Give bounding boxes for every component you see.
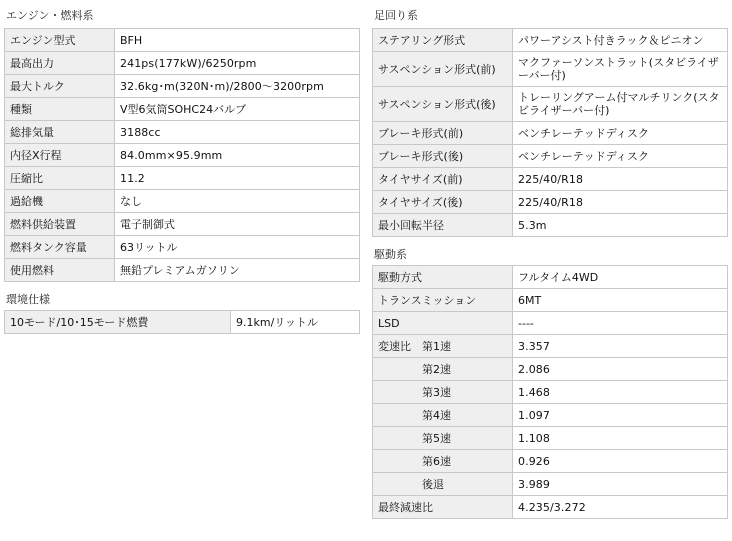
spec-value: V型6気筒SOHC24バルブ [115, 98, 360, 121]
spec-value: 4.235/3.272 [513, 496, 728, 519]
spec-value: トレーリングアーム付マルチリンク(スタビライザーバー付) [513, 87, 728, 122]
spec-value: 3.357 [513, 335, 728, 358]
suspension-section-title: 足回り系 [374, 9, 418, 22]
table-row [5, 75, 360, 98]
spec-label: 第2速 [373, 358, 513, 381]
spec-label: 内径X行程 [5, 144, 115, 167]
table-row [373, 473, 728, 496]
table-row [373, 191, 728, 214]
spec-label: 駆動方式 [373, 266, 513, 289]
suspension-spec-table [372, 28, 728, 237]
spec-label: ブレーキ形式(前) [373, 122, 513, 145]
spec-label: 10モード/10･15モード燃費 [5, 311, 231, 334]
table-row [373, 335, 728, 358]
right-column [372, 0, 728, 519]
spec-value: 0.926 [513, 450, 728, 473]
table-row [373, 214, 728, 237]
spec-value: ベンチレーテッドディスク [513, 145, 728, 168]
spec-label: 変速比 第1速 [373, 335, 513, 358]
table-row [373, 29, 728, 52]
table-row [373, 168, 728, 191]
drivetrain-section-title: 駆動系 [374, 248, 407, 261]
spec-label: 最終減速比 [373, 496, 513, 519]
spec-value: 3.989 [513, 473, 728, 496]
spec-label: タイヤサイズ(後) [373, 191, 513, 214]
spec-label: 後退 [373, 473, 513, 496]
spec-label: 総排気量 [5, 121, 115, 144]
spec-value: 3188cc [115, 121, 360, 144]
spec-value: 84.0mm×95.9mm [115, 144, 360, 167]
table-row [373, 496, 728, 519]
spec-value: ---- [513, 312, 728, 335]
table-row [373, 404, 728, 427]
spec-value: マクファーソンストラット(スタビライザーバー付) [513, 52, 728, 87]
spec-label: タイヤサイズ(前) [373, 168, 513, 191]
spec-value: なし [115, 190, 360, 213]
table-row [5, 213, 360, 236]
spec-label: 第4速 [373, 404, 513, 427]
spec-value: 無鉛プレミアムガソリン [115, 259, 360, 282]
spec-value: 6MT [513, 289, 728, 312]
environment-spec-table [4, 310, 360, 334]
spec-value: BFH [115, 29, 360, 52]
spec-value: 電子制御式 [115, 213, 360, 236]
spec-label: 第3速 [373, 381, 513, 404]
spec-value: フルタイム4WD [513, 266, 728, 289]
spec-value: パワーアシスト付きラック＆ピニオン [513, 29, 728, 52]
spec-label: サスペンション形式(前) [373, 52, 513, 87]
table-row [5, 144, 360, 167]
table-row [5, 236, 360, 259]
drivetrain-spec-table [372, 265, 728, 519]
spec-value: ベンチレーテッドディスク [513, 122, 728, 145]
spec-label: 第5速 [373, 427, 513, 450]
spec-label: 使用燃料 [5, 259, 115, 282]
table-row [373, 381, 728, 404]
spec-label: エンジン型式 [5, 29, 115, 52]
engine-spec-table [4, 28, 360, 282]
spec-label: 最大トルク [5, 75, 115, 98]
table-row [373, 145, 728, 168]
spec-value: 5.3m [513, 214, 728, 237]
spec-label: 最小回転半径 [373, 214, 513, 237]
table-row [373, 289, 728, 312]
table-row [373, 358, 728, 381]
spec-value: 2.086 [513, 358, 728, 381]
spec-label: 過給機 [5, 190, 115, 213]
table-row [373, 122, 728, 145]
spec-value: 1.097 [513, 404, 728, 427]
table-row [5, 98, 360, 121]
environment-section-title: 環境仕様 [6, 293, 50, 306]
spec-label: 圧縮比 [5, 167, 115, 190]
spec-label: ステアリング形式 [373, 29, 513, 52]
table-row [5, 167, 360, 190]
spec-label: トランスミッション [373, 289, 513, 312]
table-row [373, 450, 728, 473]
spec-label: 燃料タンク容量 [5, 236, 115, 259]
table-row [5, 52, 360, 75]
spec-value: 225/40/R18 [513, 168, 728, 191]
engine-section-title: エンジン・燃料系 [6, 9, 94, 22]
spec-label: LSD [373, 312, 513, 335]
spec-value: 241ps(177kW)/6250rpm [115, 52, 360, 75]
spec-label: 種類 [5, 98, 115, 121]
table-row [373, 87, 728, 122]
spec-value: 225/40/R18 [513, 191, 728, 214]
table-row [5, 190, 360, 213]
spec-value: 1.468 [513, 381, 728, 404]
table-row [373, 312, 728, 335]
spec-value: 32.6kg･m(320N･m)/2800～3200rpm [115, 75, 360, 98]
table-row [5, 121, 360, 144]
table-row [373, 52, 728, 87]
spec-value: 11.2 [115, 167, 360, 190]
spec-label: 燃料供給装置 [5, 213, 115, 236]
spec-label: 第6速 [373, 450, 513, 473]
table-row [5, 311, 360, 334]
left-column [4, 0, 360, 334]
table-row [5, 29, 360, 52]
spec-label: ブレーキ形式(後) [373, 145, 513, 168]
table-row [373, 427, 728, 450]
table-row [373, 266, 728, 289]
spec-value: 9.1km/リットル [231, 311, 360, 334]
spec-value: 63リットル [115, 236, 360, 259]
table-row [5, 259, 360, 282]
spec-label: 最高出力 [5, 52, 115, 75]
spec-value: 1.108 [513, 427, 728, 450]
spec-label: サスペンション形式(後) [373, 87, 513, 122]
